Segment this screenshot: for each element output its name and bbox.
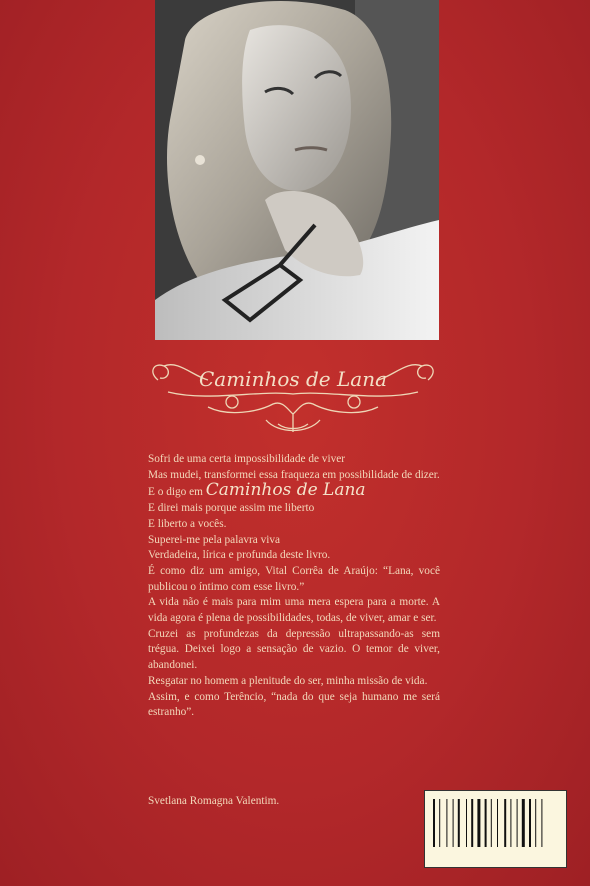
text-paragraph: A vida não é mais para mim uma mera espera para a morte. A vida agora é plena de possibilidades, todas, de viver, amar e ser. [148,596,440,625]
text-paragraph: Assim, e como Terêncio, “nada do que seja humano me será estranho”. [148,690,440,719]
text-line: Mas mudei, transformei essa fraqueza em possibilidade de dizer. [148,468,440,481]
book-title-ornamental: Caminhos de Lana [198,367,388,391]
inline-book-title: Caminhos de Lana [205,480,366,501]
back-cover-text [148,452,440,721]
text-line: E liberto a vocês. [148,517,227,530]
text-line-with-title [148,480,440,501]
title-ornament-block [148,362,438,442]
author-photo [155,0,439,340]
text-line: Superei-me pela palavra viva [148,533,281,546]
author-portrait-image [155,0,439,340]
text-line: E direi mais porque assim me liberto [148,502,315,515]
text-paragraph: Cruzei as profundezas da depressão ultrapassando-as sem trégua. Deixei logo a sensação de vazio. O temor de viver, abandonei. [148,627,440,672]
author-signature: Svetlana Romagna Valentim. [148,795,280,807]
barcode-icon [425,791,566,867]
text-line-prefix: E o digo em [148,486,203,499]
barcode [424,790,567,868]
text-paragraph: É como diz um amigo, Vital Corrêa de Araújo: “Lana, você publicou o íntimo com esse livro.” [148,564,440,593]
text-line: Sofri de uma certa impossibilidade de viver [148,453,346,465]
text-line: Verdadeira, lírica e profunda deste livro. [148,549,331,562]
text-paragraph: Resgatar no homem a plenitude do ser, minha missão de vida. [148,674,428,687]
